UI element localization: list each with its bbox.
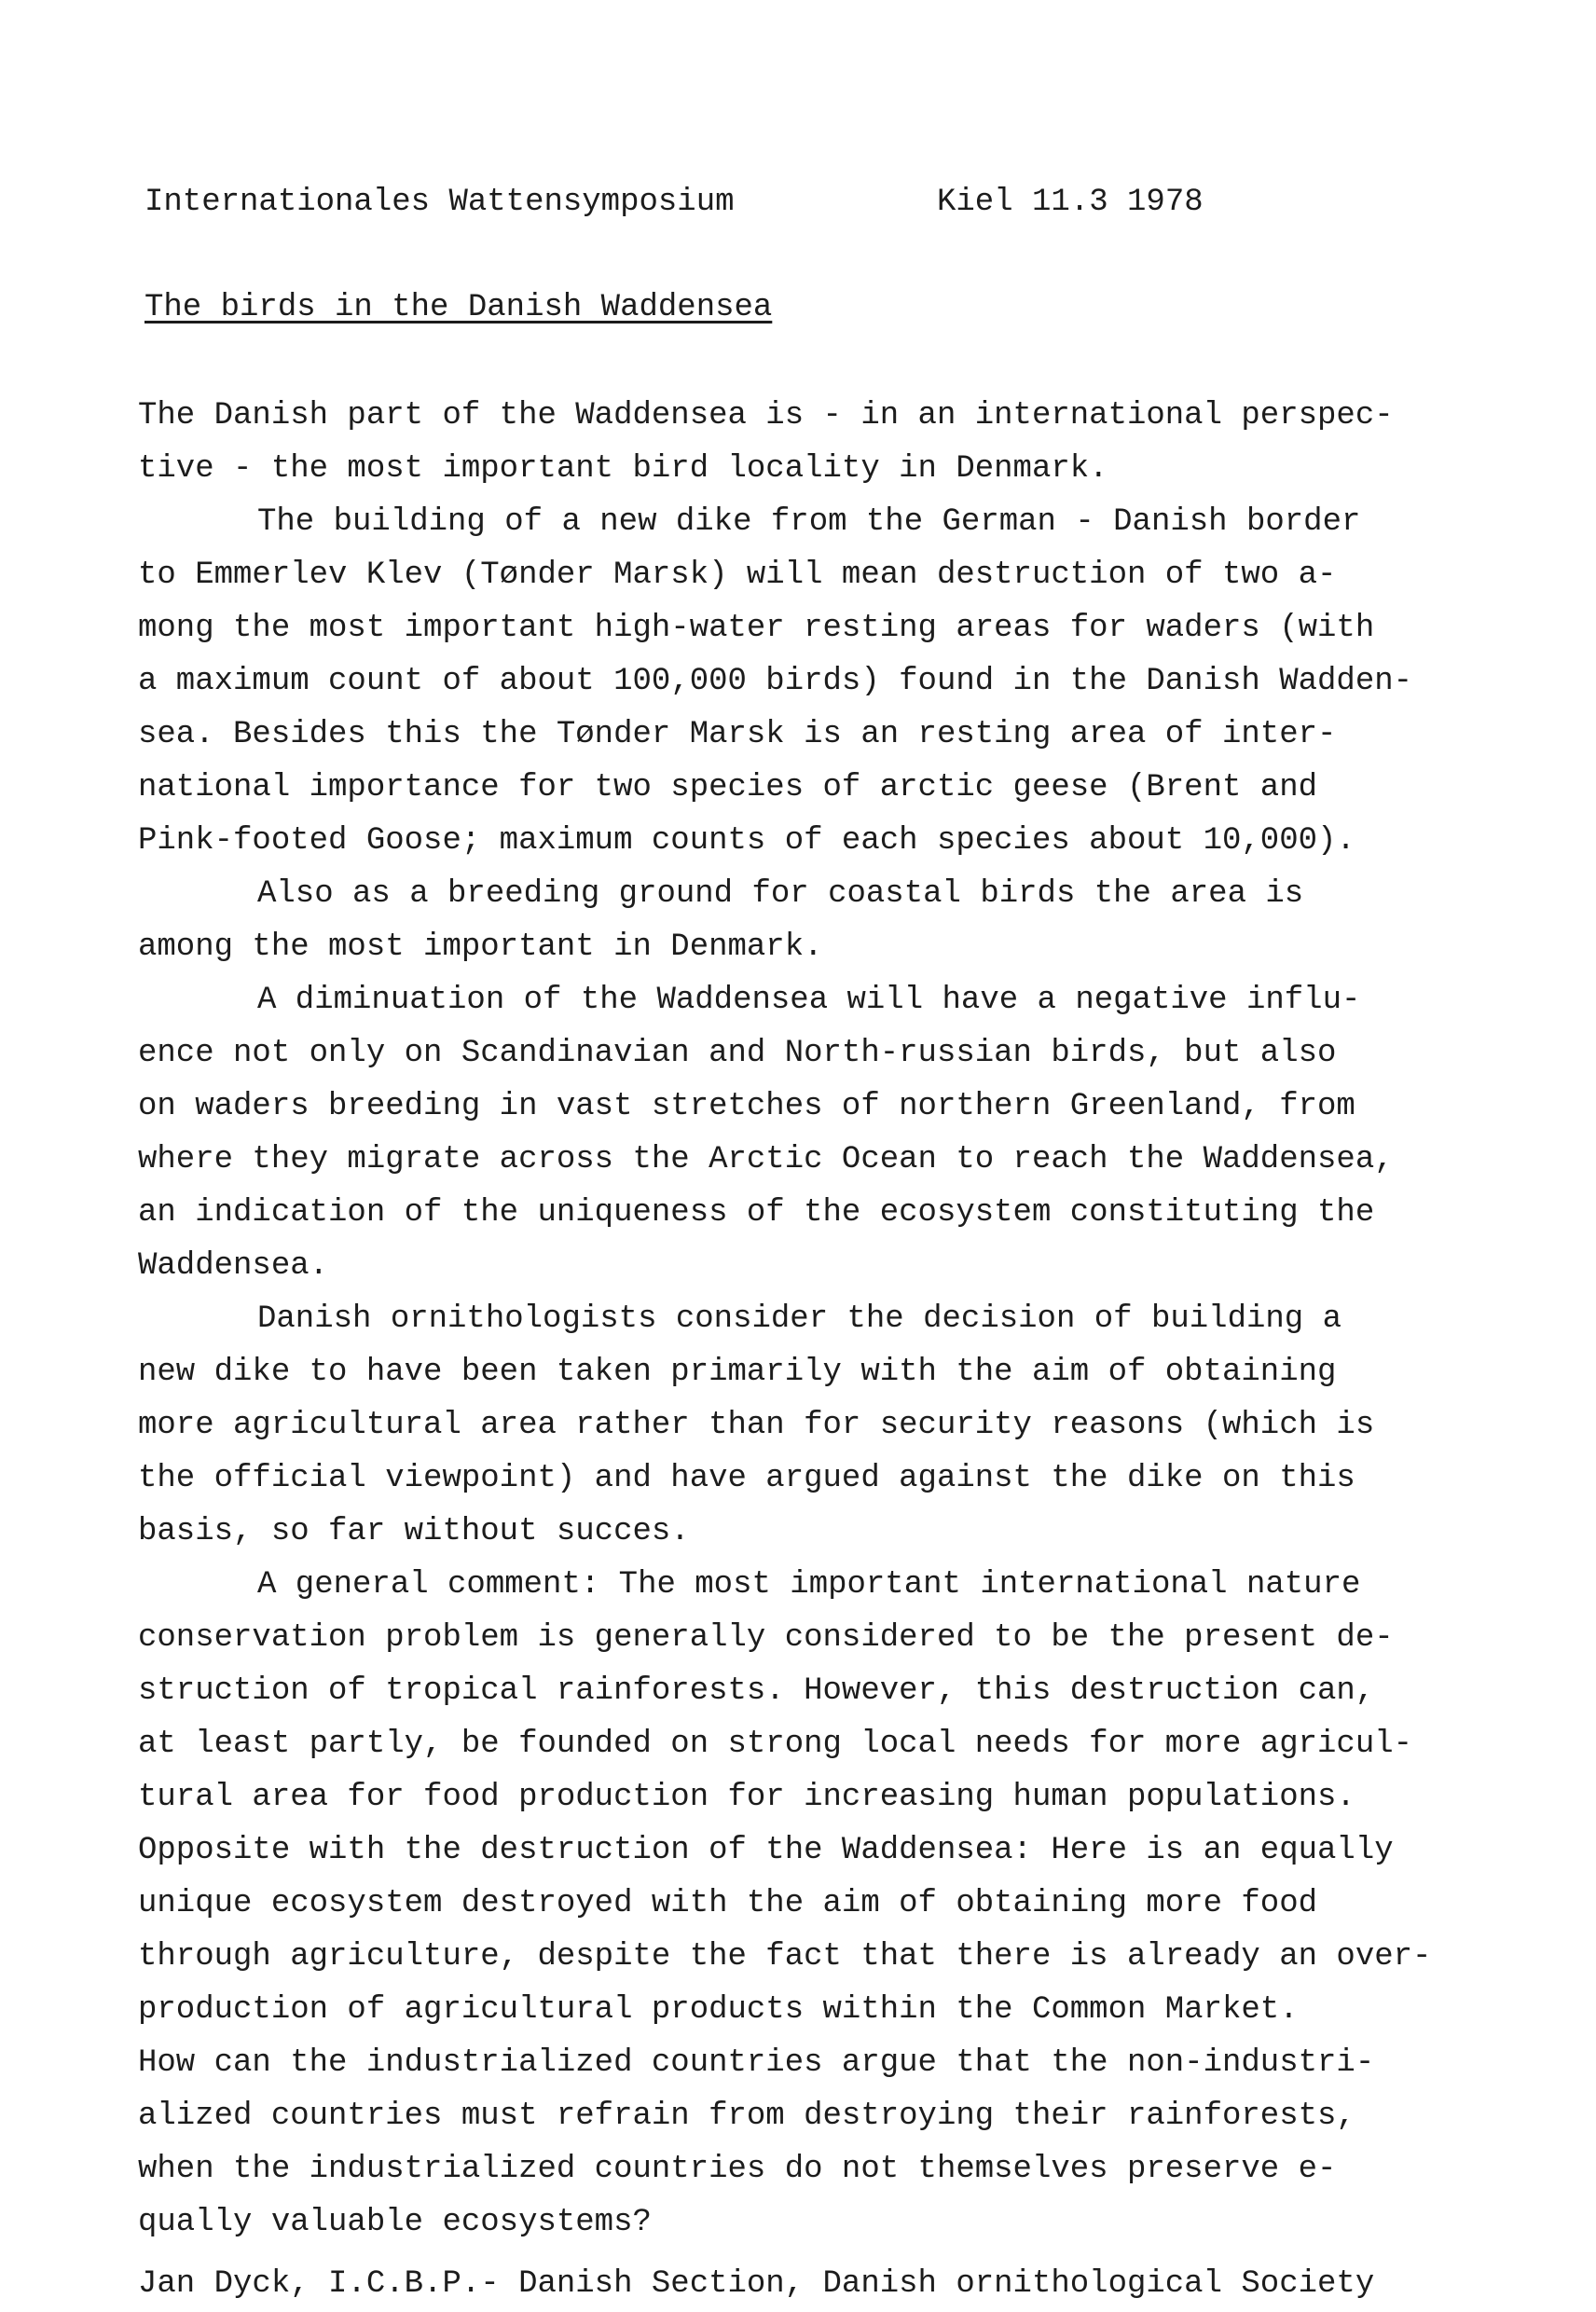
document-title: The birds in the Danish Waddensea (144, 290, 773, 325)
text-line: A diminuation of the Waddensea will have a negative influ- (257, 983, 1361, 1018)
text-line: production of agricultural products within the Common Market. (138, 1992, 1299, 2028)
text-line: The building of a new dike from the German - Danish border (257, 504, 1361, 540)
text-line: qually valuable ecosystems? (138, 2205, 652, 2240)
document-header (144, 179, 1263, 226)
text-line: Also as a breeding ground for coastal birds the area is (257, 876, 1304, 912)
text-line: a maximum count of about 100,000 birds) found in the Danish Wadden- (138, 664, 1413, 699)
text-line: to Emmerlev Klev (Tønder Marsk) will mean destruction of two a- (138, 557, 1337, 593)
signature: Jan Dyck, I.C.B.P.- Danish Section, Danish ornithological Society (138, 2266, 1375, 2302)
text-line: national importance for two species of arctic geese (Brent and (138, 770, 1318, 805)
text-line: unique ecosystem destroyed with the aim of obtaining more food (138, 1886, 1318, 1921)
text-line: the official viewpoint) and have argued against the dike on this (138, 1461, 1355, 1496)
text-line: sea. Besides this the Tønder Marsk is an resting area of inter- (138, 717, 1337, 752)
text-line: struction of tropical rainforests. However, this destruction can, (138, 1673, 1375, 1709)
text-line: new dike to have been taken primarily with the aim of obtaining (138, 1355, 1337, 1390)
text-line: among the most important in Denmark. (138, 929, 823, 965)
text-line: The Danish part of the Waddensea is - in an international perspec- (138, 398, 1394, 434)
text-line: Danish ornithologists consider the decision of building a (257, 1301, 1341, 1337)
text-line: on waders breeding in vast stretches of northern Greenland, from (138, 1089, 1355, 1124)
text-line: A general comment: The most important international nature (257, 1567, 1361, 1603)
text-line: at least partly, be founded on strong local needs for more agricul- (138, 1727, 1413, 1762)
text-line: when the industrialized countries do not themselves preserve e- (138, 2152, 1337, 2187)
text-line: Waddensea. (138, 1248, 329, 1284)
text-line: through agriculture, despite the fact that there is already an over- (138, 1939, 1432, 1975)
text-line: conservation problem is generally considered to be the present de- (138, 1620, 1394, 1656)
body-text (138, 390, 1480, 2250)
text-line: tive - the most important bird locality in Denmark. (138, 451, 1108, 487)
place-and-date: Kiel 11.3 1978 (937, 185, 1204, 220)
text-line: an indication of the uniqueness of the ecosystem constituting the (138, 1195, 1375, 1231)
text-line: How can the industrialized countries argue that the non-industri- (138, 2045, 1375, 2081)
text-line: more agricultural area rather than for security reasons (which is (138, 1408, 1375, 1443)
text-line: ence not only on Scandinavian and North-russian birds, but also (138, 1036, 1337, 1071)
text-line: where they migrate across the Arctic Ocean to reach the Waddensea, (138, 1142, 1394, 1177)
text-line: basis, so far without succes. (138, 1514, 690, 1549)
text-line: mong the most important high-water resting areas for waders (with (138, 611, 1375, 646)
symposium-name: Internationales Wattensymposium (144, 185, 735, 220)
text-line: alized countries must refrain from destroying their rainforests, (138, 2099, 1355, 2134)
text-line: Opposite with the destruction of the Waddensea: Here is an equally (138, 1833, 1394, 1868)
text-line: Pink-footed Goose; maximum counts of each species about 10,000). (138, 823, 1355, 859)
text-line: tural area for food production for increasing human populations. (138, 1780, 1355, 1815)
